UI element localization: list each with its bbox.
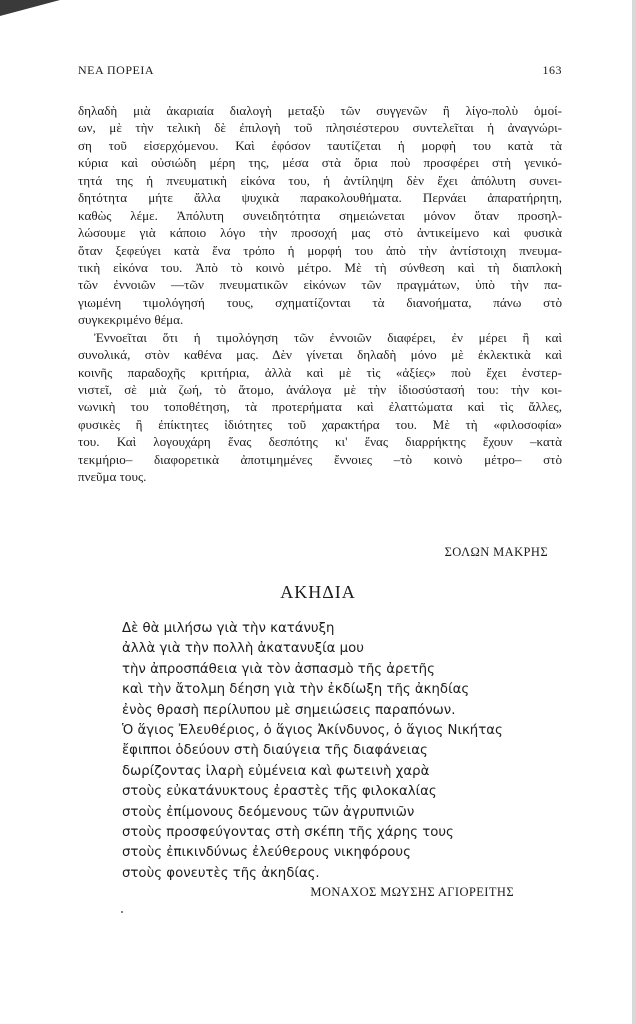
poem-line: Δὲ θὰ μιλήσω γιὰ τὴν κατάνυξη <box>122 621 335 636</box>
text-line: κύρια καὶ οὐσιώδη μέρη της, μέσα στὰ ὅρια ποὺ προσφέρει στὴ γενικό- <box>78 155 562 171</box>
poem-line: στοὺς ἐπίμονους δεόμενους τῶν ἀγρυπνιῶν <box>122 804 415 820</box>
poem-line: ἐνὸς θρασὴ περίλυπου μὲ σημειώσεις παραπόνων. <box>122 702 456 718</box>
poem-line: τὴν ἀπροσπάθεια γιὰ τὸν ἀσπασμὸ τῆς ἀρετῆς <box>122 661 435 677</box>
text-line: καθὼς λέμε. Ἀπόλυτη συνειδητότητα σημειώνεται μόνον ὅταν προσηλ- <box>78 207 562 223</box>
journal-title: ΝΕΑ ΠΟΡΕΙΑ <box>78 63 154 77</box>
page-number: 163 <box>542 63 562 77</box>
text-line: πνεῦμα τους. <box>78 469 147 485</box>
essay-text <box>78 102 562 486</box>
text-line: δητότητα μήτε ἄλλα ψυχικὰ παρακολουθήματα. Περνάει ἀπαρατήρητη, <box>78 190 562 206</box>
poem-line: ἔφιπποι ὁδεύουν στὴ διαύγεια τῆς διαφάνειας <box>122 743 428 759</box>
text-line: φυσικὲς ἢ ἐπίκτητες ἰδιότητες τοῦ χαρακτήρα του. Μὲ τὴ «φιλοσοφία» <box>78 416 562 432</box>
text-line: συγκεκριμένο θέμα. <box>78 312 184 328</box>
poem-line: στοὺς εὐκατάνυκτους ἐραστὲς τῆς φιλοκαλίας <box>122 784 437 800</box>
text-line: Ἐννοεῖται ὅτι ἡ τιμολόγηση τῶν ἐννοιῶν διαφέρει, ἐν μέρει ἢ καὶ <box>94 329 562 345</box>
essay-author-signature: ΣΟΛΩΝ ΜΑΚΡΗΣ <box>444 545 548 559</box>
text-line: ὅταν ξεφεύγει κατὰ ἕνα τρόπο ἡ μορφή του ἀπὸ τὴν ἀντίστοιχη πνευμα- <box>78 242 562 258</box>
text-line: συνολικά, στὸν καθένα μας. Δὲν γίνεται δηλαδὴ μόνο μὲ ἐκλεκτικὰ καὶ <box>78 347 562 363</box>
text-line: τῶν ἐννοιῶν —τῶν πνευματικῶν εἰκόνων τῶν πραγμάτων, ὑπὸ τὴν πα- <box>78 277 562 293</box>
poem-line: ἀλλὰ γιὰ τὴν πολλὴ ἀκατανυξία μου <box>122 641 364 657</box>
poem-author-signature: ΜΟΝΑΧΟΣ ΜΩΥΣΗΣ ΑΓΙΟΡΕΙΤΗΣ <box>310 885 514 899</box>
poem-line: καὶ τὴν ἄτολμη δέηση γιὰ τὴν ἐκδίωξη τῆς ἀκηδίας <box>122 682 470 698</box>
text-line: του. Καὶ λογουχάρη ἕνας δεσπότης κι' ἕνας διαρρήκτης ἔχουν –κατὰ <box>78 434 562 450</box>
scan-corner-shadow <box>0 0 60 16</box>
text-line: δηλαδὴ μιὰ ἀκαριαία διαλογὴ μεταξὺ τῶν συγγενῶν ἢ λίγο-πολὺ ὁμοί- <box>78 103 562 118</box>
running-header <box>78 63 562 79</box>
poem-line: Ὁ ἅγιος Ἐλευθέριος, ὁ ἅγιος Ἀκίνδυνος, ὁ ἅγιος Νικήτας <box>122 722 503 738</box>
text-line: νωνικὴ του τοποθέτηση, τὰ προτερήματα καὶ ἐλαττώματα καὶ τὶς ἄλλες, <box>78 399 562 415</box>
poem-line: στοὺς ἐπικινδύνως ἐλεύθερους νικηφόρους <box>122 845 411 861</box>
poem-body <box>122 619 503 884</box>
poem-line: δωρίζοντας ἱλαρὴ εὐμένεια καὶ φωτεινὴ χαρὰ <box>122 763 430 779</box>
text-line: γιωμένη τιμολόγησή τους, σχηματίζονται τὰ διανοήματα, πάνω στὸ <box>78 294 562 310</box>
scan-edge <box>632 0 636 1024</box>
text-line: λώσουμε γιὰ κάποιο λόγο τὴν προσοχή μας στὸ ἀντικείμενο καὶ φυσικὰ <box>78 225 562 241</box>
poem-title: ΑΚΗΔΙΑ <box>280 582 356 602</box>
poem-line: στοὺς φονευτὲς τῆς ἀκηδίας. <box>122 865 320 881</box>
text-line: τικὴ εἰκόνα του. Ἀπὸ τὸ κοινὸ μέτρο. Μὲ τὴ σύνθεση καὶ τὴ διαπλοκὴ <box>78 259 562 275</box>
text-line: κοινῆς παραδοχῆς κριτήρια, ἀλλὰ καὶ μὲ τὶς «ἀξίες» ποὺ ἔχει ἐνστερ- <box>78 364 562 380</box>
text-line: τητά της ἡ πνευματικὴ εἰκόνα του, ἡ ἀντίληψη δὲν ἔχει ἀπόλυτη συνει- <box>78 172 562 188</box>
text-line: τεκμήριο– διαφορετικὰ ἀποτιμημένες ἔννοιες –τὸ κοινὸ μέτρο– στὸ <box>78 451 562 467</box>
text-line: νιστεῖ, σὲ μιὰ ζωή, τὸ ἄτομο, ἀνάλογα μὲ τὴν ἰδιοσύστασή του: τὴν κοι- <box>78 382 562 397</box>
poem-line: στοὺς προσφεύγοντας στὴ σκέπη τῆς χάρης τους <box>122 824 454 840</box>
text-line: ση τοῦ εἰσερχόμενου. Καὶ ἐφόσον ταυτίζεται ἡ μορφὴ του κατὰ τὰ <box>78 137 562 153</box>
text-line: ων, μὲ τὴν τελικὴ δὲ ἐπιλογὴ τοῦ πλησιέστερου συντελεῖται ἡ ἀναγνώρι- <box>78 120 562 136</box>
print-speck <box>121 911 123 913</box>
